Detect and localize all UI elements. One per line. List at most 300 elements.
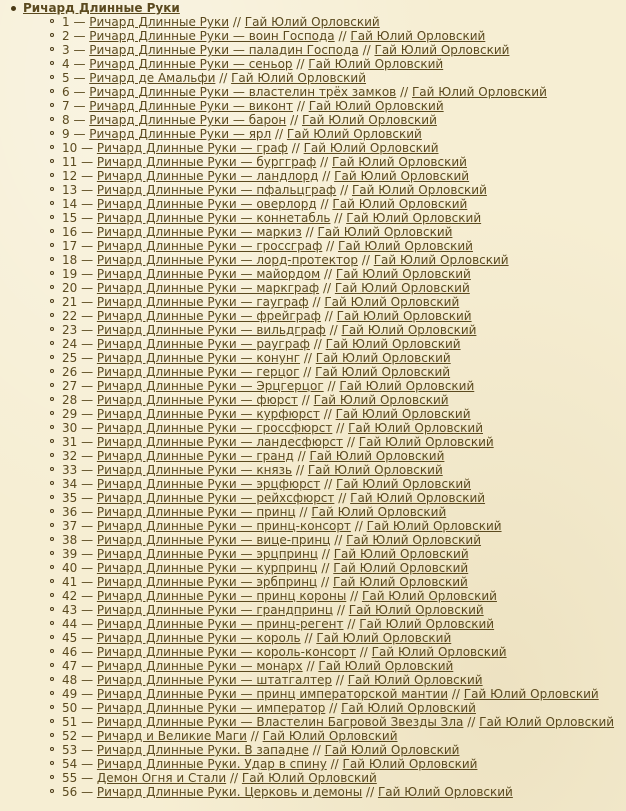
book-title-link[interactable]: Ричард Длинные Руки — паладин Господа [89, 43, 359, 57]
author-link[interactable]: Гай Юлий Орловский [311, 505, 447, 519]
book-number: 28 — [62, 393, 97, 407]
book-item [47, 267, 626, 281]
separator: // [301, 225, 318, 239]
bullet-circle-icon [50, 299, 54, 303]
book-item [47, 225, 626, 239]
bullet-circle-icon [50, 103, 54, 107]
separator: // [293, 449, 310, 463]
author-link[interactable]: Гай Юлий Орловский [303, 141, 439, 155]
book-number: 30 — [62, 421, 97, 435]
book-number: 17 — [62, 239, 97, 253]
book-number: 27 — [62, 379, 97, 393]
book-number: 41 — [62, 575, 97, 589]
bullet-circle-icon [50, 565, 54, 569]
bullet-circle-icon [50, 201, 54, 205]
book-item [47, 435, 626, 449]
separator: // [300, 351, 316, 365]
book-title-link[interactable]: Ричард Длинные Руки — пфальцграф [96, 183, 337, 197]
bullet-circle-icon [50, 649, 54, 653]
bullet-circle-icon [50, 369, 54, 373]
separator: // [336, 183, 352, 197]
author-link[interactable]: Гай Юлий Орловский [315, 351, 451, 365]
book-number: 43 — [62, 603, 97, 617]
book-number: 45 — [62, 631, 97, 645]
separator: // [292, 57, 309, 71]
book-title-link[interactable]: Ричард Длинные Руки — герцог [96, 365, 300, 379]
bullet-circle-icon [50, 775, 54, 779]
bullet-circle-icon [50, 313, 54, 317]
separator: // [318, 169, 335, 183]
separator: // [308, 743, 325, 757]
bullet-circle-icon [50, 551, 54, 555]
author-link[interactable]: Гай Юлий Орловский [341, 701, 476, 715]
book-item [47, 57, 626, 71]
book-title-link[interactable]: Ричард Длинные Руки — принц-консорт [96, 519, 351, 533]
book-title-link[interactable]: Ричард Длинные Руки — курпринц [96, 561, 318, 575]
book-item [47, 281, 626, 295]
book-number: 22 — [62, 309, 97, 323]
bullet-circle-icon [50, 173, 54, 177]
book-item [47, 603, 626, 617]
author-link[interactable]: Гай Юлий Орловский [346, 533, 482, 547]
bullet-circle-icon [50, 117, 54, 121]
book-title-link[interactable]: Ричард Длинные Руки — коннетабль [96, 211, 331, 225]
book-item [47, 155, 626, 169]
series-item [6, 1, 626, 799]
book-number: 46 — [62, 645, 97, 659]
bullet-circle-icon [50, 411, 54, 415]
book-title-link[interactable]: Ричард Длинные Руки — воин Господа [89, 29, 335, 43]
book-item [47, 533, 626, 547]
book-number: 40 — [62, 561, 97, 575]
book-title-link[interactable]: Ричард Длинные Руки — монарх [96, 659, 303, 673]
book-number: 25 — [62, 351, 97, 365]
book-title-link[interactable]: Ричард Длинные Руки — гранд [96, 449, 294, 463]
book-item [47, 183, 626, 197]
book-item [47, 449, 626, 463]
bullet-circle-icon [50, 635, 54, 639]
book-number: 55 — [62, 771, 97, 785]
separator: // [316, 155, 333, 169]
book-title-link[interactable]: Ричард Длинные Руки — рауграф [96, 337, 310, 351]
bullet-circle-icon [50, 789, 54, 793]
book-number: 1 — [62, 15, 90, 29]
author-link[interactable]: Гай Юлий Орловский [308, 99, 444, 113]
separator: // [346, 589, 363, 603]
book-number: 6 — [62, 85, 90, 99]
book-item [47, 43, 626, 57]
author-link[interactable]: Гай Юлий Орловский [334, 281, 470, 295]
separator: // [308, 295, 325, 309]
book-number: 47 — [62, 659, 97, 673]
book-number: 14 — [62, 197, 97, 211]
book-item [47, 197, 626, 211]
author-link[interactable]: Гай Юлий Орловский [335, 267, 471, 281]
author-link[interactable]: Гай Юлий Орловский [339, 379, 475, 393]
separator: // [295, 505, 312, 519]
separator: // [325, 701, 342, 715]
separator: // [396, 85, 412, 99]
books-list [23, 15, 626, 799]
author-link[interactable]: Гай Юлий Орловский [348, 421, 483, 435]
book-item [47, 631, 626, 645]
bullet-circle-icon [50, 733, 54, 737]
book-title-link[interactable]: Ричард Длинные Руки — гроссфюрст [96, 421, 333, 435]
bullet-circle-icon [50, 33, 54, 37]
separator: // [287, 141, 304, 155]
bullet-circle-icon [50, 75, 54, 79]
author-link[interactable]: Гай Юлий Орловский [325, 337, 461, 351]
book-number: 11 — [62, 155, 97, 169]
author-link[interactable]: Гай Юлий Орловский [338, 239, 473, 253]
bullet-circle-icon [50, 383, 54, 387]
separator: // [229, 15, 245, 29]
author-link[interactable]: Гай Юлий Орловский [262, 729, 398, 743]
book-title-link[interactable]: Ричард Длинные Руки — принц короны [96, 589, 347, 603]
book-item [47, 127, 626, 141]
book-item [47, 673, 626, 687]
author-link[interactable]: Гай Юлий Орловский [350, 29, 486, 43]
book-title-link[interactable]: Ричард Длинные Руки [89, 15, 230, 29]
book-number: 15 — [62, 211, 97, 225]
bullet-circle-icon [50, 607, 54, 611]
bullet-circle-icon [50, 397, 54, 401]
author-link[interactable]: Гай Юлий Орловский [463, 687, 599, 701]
series-list [0, 1, 626, 799]
author-link[interactable]: Гай Юлий Орловский [374, 43, 510, 57]
book-item [47, 29, 626, 43]
book-item [47, 113, 626, 127]
book-item [47, 323, 626, 337]
book-number: 51 — [62, 715, 97, 729]
bullet-disc-icon [11, 6, 16, 11]
book-number: 7 — [62, 99, 90, 113]
book-title-link[interactable]: Ричард Длинные Руки — ярл [89, 127, 272, 141]
book-item [47, 141, 626, 155]
book-title-link[interactable]: Ричард Длинные Руки — штатгалтер [96, 673, 332, 687]
separator: // [463, 715, 480, 729]
author-link[interactable]: Гай Юлий Орловский [358, 435, 494, 449]
book-title-link[interactable]: Ричард Длинные Руки — маркиз [96, 225, 302, 239]
book-number: 2 — [62, 29, 90, 43]
bullet-circle-icon [50, 425, 54, 429]
book-number: 32 — [62, 449, 97, 463]
separator: // [302, 659, 319, 673]
author-link[interactable]: Гай Юлий Орловский [315, 365, 451, 379]
book-title-link[interactable]: Ричард Длинные Руки — маркграф [96, 281, 320, 295]
book-item [47, 407, 626, 421]
book-item [47, 519, 626, 533]
separator: // [320, 267, 336, 281]
bullet-circle-icon [50, 215, 54, 219]
book-item [47, 477, 626, 491]
series-title-link[interactable]: Ричард Длинные Руки [23, 1, 180, 15]
book-number: 12 — [62, 169, 97, 183]
author-link[interactable]: Гай Юлий Орловский [362, 589, 497, 603]
book-item [47, 785, 626, 799]
author-link[interactable]: Гай Юлий Орловский [347, 673, 483, 687]
bullet-circle-icon [50, 187, 54, 191]
book-item [47, 729, 626, 743]
book-number: 38 — [62, 533, 97, 547]
book-title-link[interactable]: Ричард Длинные Руки — принц императорской мантии [96, 687, 449, 701]
bullet-circle-icon [50, 271, 54, 275]
author-link[interactable]: Гай Юлий Орловский [351, 183, 487, 197]
book-item [47, 617, 626, 631]
separator: // [448, 687, 464, 701]
separator: // [319, 281, 335, 295]
book-title-link[interactable]: Ричард Длинные Руки — властелин трёх замков [89, 85, 397, 99]
book-number: 34 — [62, 477, 97, 491]
book-number: 39 — [62, 547, 97, 561]
bullet-circle-icon [50, 131, 54, 135]
author-link[interactable]: Гай Юлий Орловский [348, 603, 484, 617]
book-item [47, 85, 626, 99]
book-title-link[interactable]: Ричард Длинные Руки. Удар в спину [96, 757, 327, 771]
book-item [47, 645, 626, 659]
separator: // [286, 113, 302, 127]
book-number: 20 — [62, 281, 97, 295]
book-item [47, 757, 626, 771]
book-item [47, 393, 626, 407]
book-number: 23 — [62, 323, 97, 337]
book-number: 13 — [62, 183, 97, 197]
book-number: 5 — [62, 71, 90, 85]
author-link[interactable]: Гай Юлий Орловский [411, 85, 547, 99]
book-title-link[interactable]: Ричард Длинные Руки — фюрст [96, 393, 298, 407]
author-link[interactable]: Гай Юлий Орловский [316, 631, 452, 645]
author-link[interactable]: Гай Юлий Орловский [307, 463, 443, 477]
author-link[interactable]: Гай Юлий Орловский [334, 169, 470, 183]
author-link[interactable]: Гай Юлий Орловский [324, 295, 460, 309]
book-item [47, 15, 626, 29]
book-title-link[interactable]: Ричард Длинные Руки — ландесфюрст [96, 435, 344, 449]
separator: // [319, 407, 336, 421]
book-number: 48 — [62, 673, 97, 687]
book-title-link[interactable]: Ричард де Амальфи [89, 71, 216, 85]
book-number: 10 — [62, 141, 97, 155]
author-link[interactable]: Гай Юлий Орловский [350, 491, 486, 505]
separator: // [292, 463, 308, 477]
separator: // [355, 645, 372, 659]
book-title-link[interactable]: Ричард Длинные Руки — барон [89, 113, 287, 127]
bullet-circle-icon [50, 705, 54, 709]
author-link[interactable]: Гай Юлий Орловский [479, 715, 615, 729]
separator: // [357, 253, 374, 267]
book-item [47, 659, 626, 673]
book-item [47, 99, 626, 113]
bullet-circle-icon [50, 327, 54, 331]
book-number: 53 — [62, 743, 97, 757]
book-item [47, 743, 626, 757]
book-title-link[interactable]: Ричард Длинные Руки — сеньор [89, 57, 293, 71]
separator: // [362, 785, 378, 799]
separator: // [300, 631, 317, 645]
book-item [47, 505, 626, 519]
bullet-circle-icon [50, 593, 54, 597]
book-item [47, 169, 626, 183]
book-title-link[interactable]: Ричард Длинные Руки — фрейграф [96, 309, 321, 323]
book-item [47, 771, 626, 785]
bullet-circle-icon [50, 257, 54, 261]
book-title-link[interactable]: Ричард Длинные Руки — эрбпринц [96, 575, 318, 589]
bullet-circle-icon [50, 537, 54, 541]
author-link[interactable]: Гай Юлий Орловский [346, 211, 482, 225]
bullet-circle-icon [50, 285, 54, 289]
book-title-link[interactable]: Ричард Длинные Руки. В западне [96, 743, 309, 757]
book-title-link[interactable]: Ричард Длинные Руки. Церковь и демоны [96, 785, 363, 799]
bullet-circle-icon [50, 19, 54, 23]
separator: // [246, 729, 263, 743]
book-title-link[interactable]: Ричард Длинные Руки — король [96, 631, 301, 645]
separator: // [317, 561, 334, 575]
separator: // [215, 71, 232, 85]
author-link[interactable]: Гай Юлий Орловский [333, 547, 469, 561]
bullet-circle-icon [50, 747, 54, 751]
book-item [47, 379, 626, 393]
bullet-circle-icon [50, 453, 54, 457]
book-title-link[interactable]: Ричард Длинные Руки — король-консорт [96, 645, 356, 659]
bullet-circle-icon [50, 663, 54, 667]
book-title-link[interactable]: Ричард Длинные Руки — бургграф [96, 155, 317, 169]
separator: // [332, 421, 349, 435]
book-title-link[interactable]: Ричард Длинные Руки — майордом [96, 267, 321, 281]
book-title-link[interactable]: Ричард Длинные Руки — вильдграф [96, 323, 326, 337]
separator: // [293, 99, 309, 113]
separator: // [297, 393, 314, 407]
book-title-link[interactable]: Ричард Длинные Руки — принц [96, 505, 296, 519]
author-link[interactable]: Гай Юлий Орловский [308, 57, 444, 71]
author-link[interactable]: Гай Юлий Орловский [231, 71, 367, 85]
bullet-circle-icon [50, 243, 54, 247]
bullet-circle-icon [50, 229, 54, 233]
separator: // [317, 575, 333, 589]
book-number: 36 — [62, 505, 97, 519]
book-title-link[interactable]: Ричард Длинные Руки — принц-регент [96, 617, 344, 631]
separator: // [330, 533, 347, 547]
book-title-link[interactable]: Ричард Длинные Руки — рейхсфюрст [96, 491, 335, 505]
author-link[interactable]: Гай Юлий Орловский [313, 393, 449, 407]
book-item [47, 351, 626, 365]
author-link[interactable]: Гай Юлий Орловский [359, 617, 495, 631]
bullet-circle-icon [50, 355, 54, 359]
book-number: 44 — [62, 617, 97, 631]
bullet-circle-icon [50, 761, 54, 765]
book-number: 8 — [62, 113, 90, 127]
separator: // [331, 673, 348, 687]
book-number: 37 — [62, 519, 97, 533]
author-link[interactable]: Гай Юлий Орловский [332, 575, 468, 589]
book-number: 31 — [62, 435, 97, 449]
book-title-link[interactable]: Ричард Длинные Руки — император [96, 701, 326, 715]
book-title-link[interactable]: Ричард Длинные Руки — курфюрст [96, 407, 320, 421]
author-link[interactable]: Гай Юлий Орловский [341, 323, 477, 337]
author-link[interactable]: Гай Юлий Орловский [335, 407, 471, 421]
book-title-link[interactable]: Ричард Длинные Руки — ландлорд [96, 169, 319, 183]
book-number: 29 — [62, 407, 97, 421]
bullet-circle-icon [50, 677, 54, 681]
author-link[interactable]: Гай Юлий Орловский [366, 519, 502, 533]
separator: // [343, 617, 360, 631]
book-title-link[interactable]: Демон Огня и Стали [96, 771, 227, 785]
book-title-link[interactable]: Ричард Длинные Руки — эрцпринц [96, 547, 318, 561]
author-link[interactable]: Гай Юлий Орловский [332, 197, 468, 211]
book-number: 26 — [62, 365, 97, 379]
book-item [47, 561, 626, 575]
separator: // [316, 197, 333, 211]
bullet-circle-icon [50, 159, 54, 163]
book-number: 19 — [62, 267, 97, 281]
book-title-link[interactable]: Ричард Длинные Руки — грандпринц [96, 603, 334, 617]
separator: // [226, 771, 242, 785]
author-link[interactable]: Гай Юлий Орловский [336, 477, 471, 491]
book-item [47, 701, 626, 715]
book-number: 4 — [62, 57, 90, 71]
book-number: 52 — [62, 729, 97, 743]
book-item [47, 421, 626, 435]
book-title-link[interactable]: Ричард Длинные Руки — конунг [96, 351, 301, 365]
separator: // [317, 547, 334, 561]
author-link[interactable]: Гай Юлий Орловский [241, 771, 377, 785]
book-title-link[interactable]: Ричард Длинные Руки — виконт [89, 99, 293, 113]
book-item [47, 589, 626, 603]
author-link[interactable]: Гай Юлий Орловский [317, 225, 453, 239]
author-link[interactable]: Гай Юлий Орловский [301, 113, 437, 127]
author-link[interactable]: Гай Юлий Орловский [336, 309, 472, 323]
author-link[interactable]: Гай Юлий Орловский [332, 155, 467, 169]
separator: // [320, 309, 337, 323]
author-link[interactable]: Гай Юлий Орловский [333, 561, 469, 575]
author-link[interactable]: Гай Юлий Орловский [286, 127, 422, 141]
author-link[interactable]: Гай Юлий Орловский [377, 785, 513, 799]
separator: // [323, 379, 340, 393]
book-item [47, 253, 626, 267]
book-title-link[interactable]: Ричард Длинные Руки — эрцфюрст [96, 477, 321, 491]
book-title-link[interactable]: Ричард Длинные Руки — гауграф [96, 295, 309, 309]
book-title-link[interactable]: Ричард Длинные Руки — гроссграф [96, 239, 323, 253]
bullet-circle-icon [50, 579, 54, 583]
book-title-link[interactable]: Ричард Длинные Руки — оверлорд [96, 197, 317, 211]
book-title-link[interactable]: Ричард Длинные Руки — вице-принц [96, 533, 331, 547]
author-link[interactable]: Гай Юлий Орловский [371, 645, 507, 659]
book-title-link[interactable]: Ричард и Великие Маги [96, 729, 247, 743]
book-item [47, 295, 626, 309]
author-link[interactable]: Гай Юлий Орловский [324, 743, 460, 757]
book-number: 21 — [62, 295, 97, 309]
book-number: 50 — [62, 701, 97, 715]
book-number: 33 — [62, 463, 97, 477]
author-link[interactable]: Гай Юлий Орловский [309, 449, 445, 463]
book-title-link[interactable]: Ричард Длинные Руки — князь [96, 463, 293, 477]
book-title-link[interactable]: Ричард Длинные Руки — Эрцгерцог [96, 379, 324, 393]
bullet-circle-icon [50, 439, 54, 443]
book-title-link[interactable]: Ричард Длинные Руки — граф [96, 141, 288, 155]
bullet-circle-icon [50, 341, 54, 345]
separator: // [334, 29, 351, 43]
book-number: 9 — [62, 127, 90, 141]
book-title-link[interactable]: Ричард Длинные Руки — лорд-протектор [96, 253, 358, 267]
author-link[interactable]: Гай Юлий Орловский [244, 15, 380, 29]
book-item [47, 337, 626, 351]
book-item [47, 211, 626, 225]
separator: // [326, 757, 343, 771]
author-link[interactable]: Гай Юлий Орловский [373, 253, 509, 267]
book-title-link[interactable]: Ричард Длинные Руки — Властелин Багровой Звезды Зла [96, 715, 464, 729]
bullet-circle-icon [50, 719, 54, 723]
bullet-circle-icon [50, 467, 54, 471]
author-link[interactable]: Гай Юлий Орловский [342, 757, 478, 771]
author-link[interactable]: Гай Юлий Орловский [318, 659, 454, 673]
